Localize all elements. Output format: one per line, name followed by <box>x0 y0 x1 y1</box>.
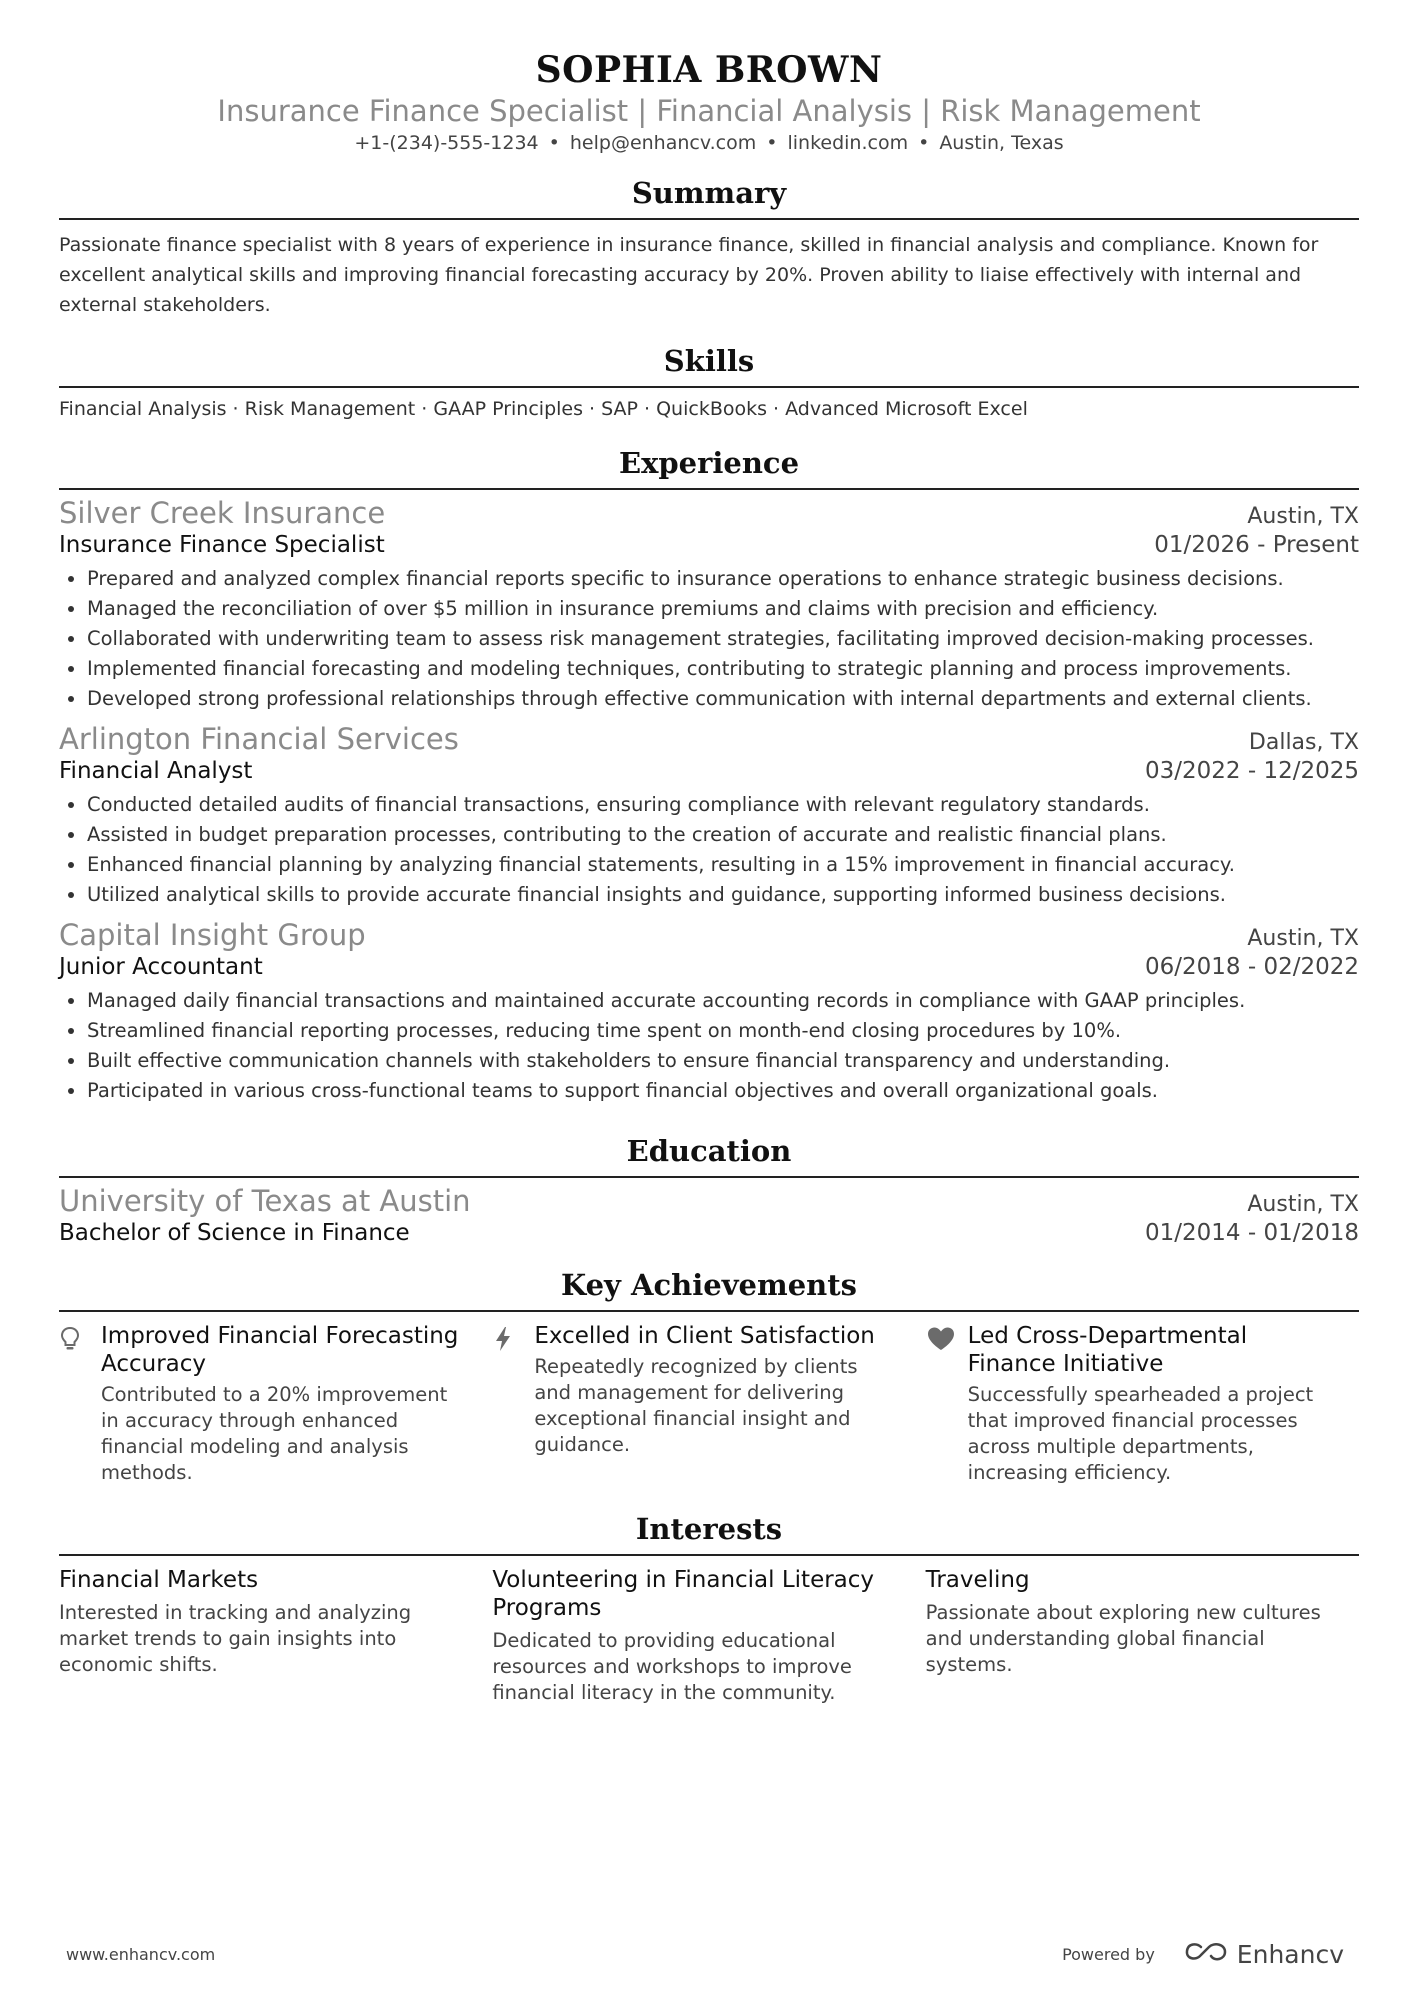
resume-page <box>59 0 1359 1706</box>
interest-title: Financial Markets <box>59 1567 259 1593</box>
location: Austin, Texas <box>939 132 1064 154</box>
interests-section <box>59 1512 1359 1706</box>
bullet-item: • Collaborated with underwriting team to assess risk management strategies, facilitating improved decision-making processes. <box>87 624 1359 654</box>
achievement-title: Improved Financial Forecasting Accuracy <box>101 1323 459 1377</box>
bullet-item: • Developed strong professional relationships through effective communication with internal departments and external clients. <box>87 684 1359 714</box>
contact-line <box>59 132 1359 154</box>
company-name: Capital Insight Group <box>59 918 366 952</box>
skills-list: Financial Analysis · Risk Management · GAAP Principles · SAP · QuickBooks · Advanced Microsoft Excel <box>59 398 1028 420</box>
lightning-bolt-icon <box>492 1322 534 1486</box>
achievement-item <box>926 1322 1359 1486</box>
job-title: Junior Accountant <box>59 954 263 980</box>
summary-section <box>59 176 1359 320</box>
footer-url-link[interactable]: www.enhancv.com <box>66 1945 216 1964</box>
separator-dot: • <box>548 132 560 154</box>
bullet-list <box>59 986 1359 1106</box>
achievement-title: Excelled in Client Satisfaction <box>534 1323 875 1349</box>
company-name: Arlington Financial Services <box>59 722 459 756</box>
bullet-item: • Utilized analytical skills to provide accurate financial insights and guidance, supporting informed business decisions. <box>87 880 1359 910</box>
bullet-item: • Built effective communication channels with stakeholders to ensure financial transparency and understanding. <box>87 1046 1359 1076</box>
school-name: University of Texas at Austin <box>59 1184 471 1218</box>
divider <box>59 218 1359 220</box>
bullet-item: • Managed daily financial transactions and maintained accurate accounting records in compliance with GAAP principles. <box>87 986 1359 1016</box>
skills-section <box>59 344 1359 420</box>
achievement-description: Repeatedly recognized by clients and management for delivering exceptional financial insight and guidance. <box>534 1355 858 1456</box>
bullet-item: • Assisted in budget preparation processes, contributing to the creation of accurate and realistic financial plans. <box>87 820 1359 850</box>
education-entry <box>59 1184 1359 1246</box>
job-location: Austin, TX <box>1247 504 1359 529</box>
interest-description: Dedicated to providing educational resources and workshops to improve financial literacy in the community. <box>492 1629 852 1704</box>
bullet-item: • Participated in various cross-functional teams to support financial objectives and overall organizational goals. <box>87 1076 1359 1106</box>
job-dates: 01/2026 - Present <box>1154 532 1359 558</box>
job-dates: 03/2022 - 12/2025 <box>1144 758 1359 784</box>
job-location: Dallas, TX <box>1248 730 1359 755</box>
achievements-section <box>59 1268 1359 1486</box>
brand-name: Enhancv <box>1236 1940 1344 1969</box>
interest-item <box>926 1566 1359 1706</box>
company-name: Silver Creek Insurance <box>59 496 386 530</box>
bullet-item: • Managed the reconciliation of over $5 million in insurance premiums and claims with precision and efficiency. <box>87 594 1359 624</box>
job-title: Insurance Finance Specialist <box>59 532 385 558</box>
achievement-item <box>59 1322 492 1486</box>
degree: Bachelor of Science in Finance <box>59 1220 410 1246</box>
email-link[interactable]: help@enhancv.com <box>569 132 757 154</box>
interest-title: Volunteering in Financial Literacy Programs <box>492 1567 875 1621</box>
section-title-summary: Summary <box>631 176 787 210</box>
separator-dot: • <box>766 132 778 154</box>
summary-text: Passionate finance specialist with 8 years of experience in insurance finance, skilled in financial analysis and compliance. Known for excellent analytical skills and improving financial forecasting accuracy by 20%. Proven ability to liaise effectively with internal and external stakeholders. <box>59 234 1319 316</box>
interest-description: Interested in tracking and analyzing market trends to gain insights into economic shifts. <box>59 1601 412 1676</box>
interest-title: Traveling <box>925 1567 1030 1593</box>
phone: +1-(234)-555-1234 <box>354 132 539 154</box>
education-dates: 01/2014 - 01/2018 <box>1144 1220 1359 1246</box>
lightbulb-icon <box>59 1322 101 1486</box>
education-section <box>59 1134 1359 1246</box>
experience-entry <box>59 722 1359 910</box>
achievement-title: Led Cross-Departmental Finance Initiative <box>967 1323 1248 1377</box>
candidate-name: SOPHIA BROWN <box>535 49 883 91</box>
bullet-item: • Streamlined financial reporting processes, reducing time spent on month-end closing procedures by 10%. <box>87 1016 1359 1046</box>
enhancv-logo-icon <box>1183 1941 1229 1969</box>
interest-item <box>59 1566 492 1706</box>
divider <box>59 488 1359 490</box>
job-title: Financial Analyst <box>59 758 253 784</box>
divider <box>59 386 1359 388</box>
job-location: Austin, TX <box>1247 926 1359 951</box>
interest-item <box>492 1566 925 1706</box>
school-location: Austin, TX <box>1247 1192 1359 1217</box>
bullet-item: • Prepared and analyzed complex financial reports specific to insurance operations to enhance strategic business decisions. <box>87 564 1359 594</box>
section-title-skills: Skills <box>663 344 755 378</box>
powered-by <box>1062 1940 1344 1969</box>
experience-entry <box>59 496 1359 714</box>
achievement-description: Contributed to a 20% improvement in accuracy through enhanced financial modeling and analysis methods. <box>101 1383 448 1484</box>
bullet-list <box>59 790 1359 910</box>
section-title-experience: Experience <box>618 446 800 480</box>
job-dates: 06/2018 - 02/2022 <box>1144 954 1359 980</box>
footer <box>66 1940 1344 1969</box>
powered-by-label: Powered by <box>1062 1945 1155 1964</box>
divider <box>59 1554 1359 1556</box>
experience-entry <box>59 918 1359 1106</box>
divider <box>59 1176 1359 1178</box>
achievement-description: Successfully spearheaded a project that improved financial processes across multiple departments, increasing efficiency. <box>967 1383 1314 1484</box>
heart-icon <box>926 1322 968 1486</box>
section-title-education: Education <box>626 1134 792 1168</box>
section-title-achievements: Key Achievements <box>561 1268 857 1302</box>
experience-section <box>59 446 1359 1106</box>
divider <box>59 1310 1359 1312</box>
bullet-list <box>59 564 1359 714</box>
separator-dot: • <box>918 132 930 154</box>
achievement-item <box>492 1322 925 1486</box>
headline: Insurance Finance Specialist | Financial Analysis | Risk Management <box>217 94 1201 128</box>
bullet-item: • Enhanced financial planning by analyzing financial statements, resulting in a 15% improvement in financial accuracy. <box>87 850 1359 880</box>
section-title-interests: Interests <box>635 1512 783 1546</box>
bullet-item: • Implemented financial forecasting and modeling techniques, contributing to strategic planning and process improvements. <box>87 654 1359 684</box>
linkedin-link[interactable]: linkedin.com <box>787 132 909 154</box>
bullet-item: • Conducted detailed audits of financial transactions, ensuring compliance with relevant regulatory standards. <box>87 790 1359 820</box>
interest-description: Passionate about exploring new cultures and understanding global financial systems. <box>925 1601 1321 1676</box>
